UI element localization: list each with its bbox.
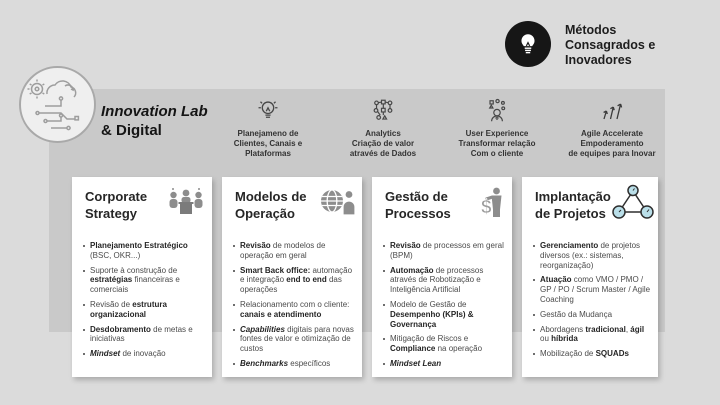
network-nodes-icon xyxy=(318,96,448,126)
band-item-label xyxy=(432,129,562,158)
globe-people-icon xyxy=(319,186,356,216)
bullet-text: Benchmarks específicos xyxy=(240,358,331,368)
badge-title xyxy=(565,21,655,68)
band-label-line: Plataformas xyxy=(245,148,291,158)
bullet-list xyxy=(533,241,653,364)
bullet-marker xyxy=(383,334,390,354)
bullet-text: Gestão da Mudança xyxy=(540,309,613,319)
bullet-marker xyxy=(83,300,90,320)
bullet-list xyxy=(233,241,357,374)
bullet-text: Automação de processos através de Robotização e Inteligência Artificial xyxy=(390,265,484,295)
band-label-line: Criação de valor xyxy=(351,138,415,148)
bullet-text: Mobilização de SQUADs xyxy=(540,349,629,359)
bullet-marker xyxy=(233,359,240,369)
person-dollar-icon xyxy=(476,186,506,218)
bullet-marker xyxy=(83,241,90,261)
band-item-user-experience xyxy=(432,96,562,158)
band-label-line: Empoderamento xyxy=(580,138,644,148)
bullet-item xyxy=(533,310,653,320)
bullet-item xyxy=(233,325,357,354)
card-title-line: Corporate xyxy=(85,189,148,204)
bullet-marker xyxy=(233,266,240,295)
card-title-line: Processos xyxy=(385,205,451,221)
band-item-analytics xyxy=(318,96,448,158)
brand-line1: Innovation Lab xyxy=(101,103,208,120)
bullet-marker xyxy=(383,300,390,329)
bullet-item xyxy=(533,275,653,304)
bullet-marker xyxy=(533,241,540,270)
card-corporate-strategy xyxy=(72,177,212,377)
bullet-text: Atuação como VMO / PMO / GP / PO / Scrum Master / Agile Coaching xyxy=(540,275,651,304)
bullet-text: Gerenciamento de projetos diversos (ex.: sistemas, reorganização) xyxy=(540,241,641,270)
bullet-text: Capabilities digitais para novas fontes de valor e otimização de custos xyxy=(240,324,354,354)
band-item-agile xyxy=(547,96,677,158)
bullet-item xyxy=(383,241,507,261)
card-title-line: de Projetos xyxy=(535,205,606,221)
bullet-item xyxy=(83,300,207,320)
bullet-item xyxy=(383,266,507,295)
bullet-item xyxy=(83,241,207,261)
methods-badge xyxy=(505,21,655,68)
dollar-glyph: $ xyxy=(481,197,492,218)
bullet-marker xyxy=(233,241,240,261)
bullet-text: Revisão de processos em geral (BPM) xyxy=(390,241,504,260)
band-item-label xyxy=(547,129,677,158)
bullet-item xyxy=(233,241,357,261)
card-title-line: Implantação xyxy=(535,189,611,204)
brain-circuit-icon xyxy=(19,66,96,143)
bullet-marker xyxy=(83,325,90,345)
bullet-marker xyxy=(83,266,90,295)
card-gestao-processos xyxy=(372,177,512,377)
brand-line2: & Digital xyxy=(101,122,162,139)
bullet-list xyxy=(83,241,207,364)
band-item-planejamento xyxy=(203,96,333,158)
badge-title-line2: Consagrados e xyxy=(565,38,656,52)
bullet-item xyxy=(83,266,207,295)
bullet-text: Revisão de estrutura organizacional xyxy=(90,299,167,319)
band-item-label xyxy=(203,129,333,158)
bullet-text: Planejamento Estratégico (BSC, OKR...) xyxy=(90,241,188,260)
bullet-marker xyxy=(533,310,540,320)
card-title-line: Strategy xyxy=(85,205,138,221)
bullet-marker xyxy=(533,275,540,304)
brand-wordmark xyxy=(101,102,208,140)
lightbulb-icon xyxy=(505,21,551,67)
bullet-text: Mitigação de Riscos e Compliance na operação xyxy=(390,334,483,354)
bullet-list xyxy=(383,241,507,374)
bullet-marker xyxy=(233,325,240,354)
people-group-icon xyxy=(432,96,562,126)
triangle-network-icon xyxy=(610,182,656,222)
bullet-item xyxy=(383,300,507,329)
card-title xyxy=(385,189,490,222)
bullet-text: Relacionamento com o cliente: canais e atendimento xyxy=(240,299,350,319)
bullet-item xyxy=(383,334,507,354)
bullet-item xyxy=(233,266,357,295)
bullet-text: Mindset Lean xyxy=(390,358,442,368)
band-label-line: através de Dados xyxy=(349,148,417,158)
bullet-item xyxy=(533,325,653,345)
lightbulb-outline-icon xyxy=(203,96,333,126)
bullet-text: Mindset de inovação xyxy=(90,349,166,359)
bullet-item xyxy=(83,349,207,359)
bullet-marker xyxy=(83,349,90,359)
bullet-marker xyxy=(533,349,540,359)
card-modelos-operacao xyxy=(222,177,362,377)
band-label-line: Agile Accelerate xyxy=(581,129,643,138)
meeting-people-icon xyxy=(166,186,206,216)
band-label-line: Transformar relação xyxy=(458,138,536,148)
bullet-marker xyxy=(383,241,390,261)
bullet-marker xyxy=(383,266,390,295)
badge-title-line1: Métodos xyxy=(565,23,617,37)
bullet-text: Modelo de Gestão de Desempenho (KPIs) & Governança xyxy=(390,299,474,329)
band-label-line: Planejameno de xyxy=(237,129,299,138)
bullet-marker xyxy=(383,359,390,369)
badge-title-line3: Inovadores xyxy=(565,53,632,67)
card-title-line: Gestão de xyxy=(385,189,448,204)
bullet-text: Desdobramento de metas e iniciativas xyxy=(90,324,193,344)
bullet-text: Abordagens tradicional, ágil ou híbrida xyxy=(540,324,645,344)
bullet-item xyxy=(383,359,507,369)
card-implantacao-projetos xyxy=(522,177,658,377)
band-label-line: de equipes para Inovar xyxy=(568,148,656,158)
card-title-line: Operação xyxy=(235,205,295,221)
bullet-item xyxy=(533,241,653,270)
bullet-item xyxy=(533,349,653,359)
bullet-text: Revisão de modelos de operação em geral xyxy=(240,241,326,260)
band-label-line: Clientes, Canais e xyxy=(233,138,303,148)
bullet-text: Suporte à construção de estratégias financeiras e comerciais xyxy=(90,265,180,295)
bullet-marker xyxy=(533,325,540,345)
bullet-marker xyxy=(233,300,240,320)
band-item-label xyxy=(318,129,448,158)
card-title-line: Modelos de xyxy=(235,189,307,204)
band-label-line: Com o cliente xyxy=(470,148,524,158)
bullet-item xyxy=(233,300,357,320)
bullet-text: Smart Back office: automação e integração end to end das operações xyxy=(240,265,353,295)
rising-arrows-icon xyxy=(547,96,677,126)
band-label-line: User Experience xyxy=(465,129,529,138)
bullet-item xyxy=(83,325,207,345)
band-label-line: Analytics xyxy=(365,129,401,138)
bullet-item xyxy=(233,359,357,369)
